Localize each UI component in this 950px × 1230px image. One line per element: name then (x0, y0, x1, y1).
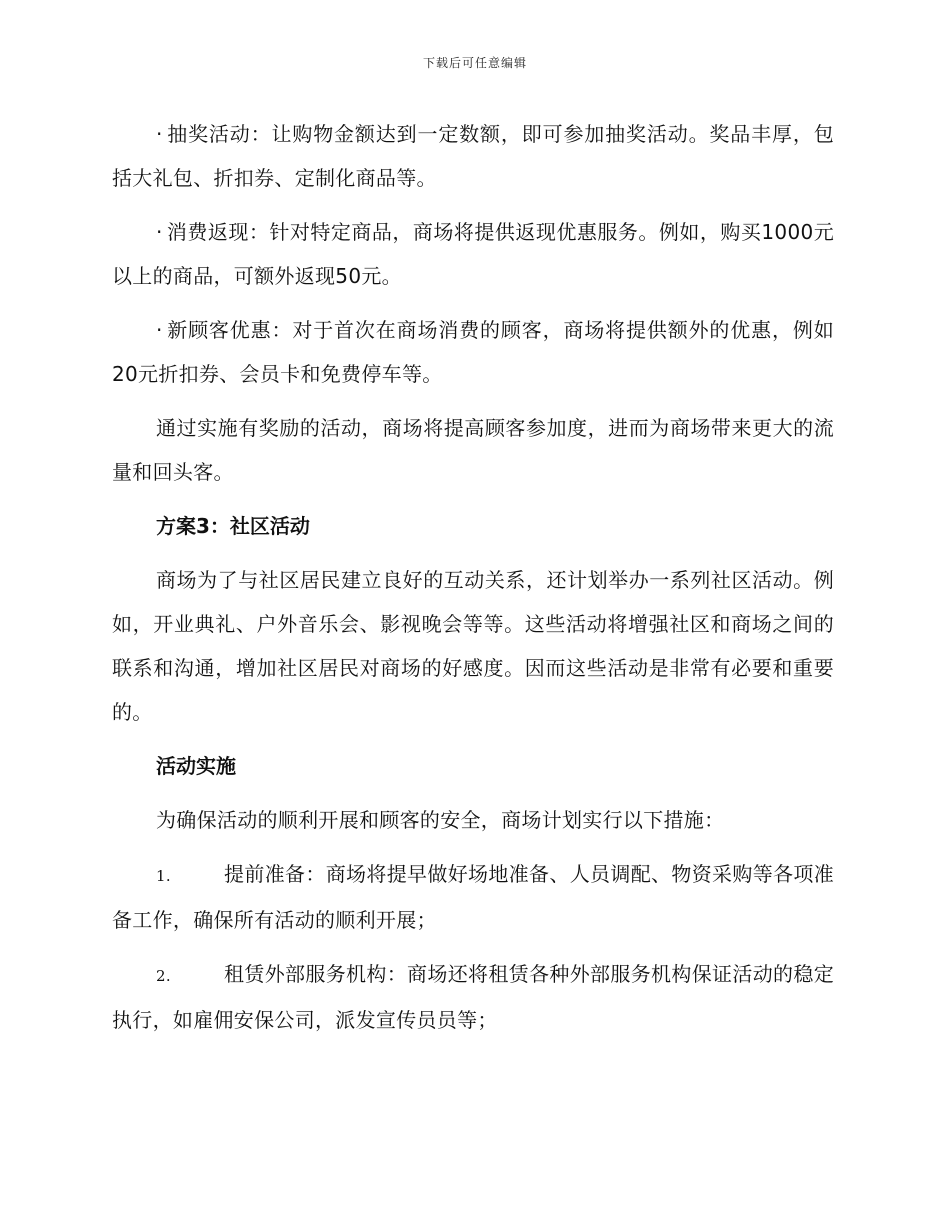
item-text: 租赁外部服务机构：商场还将租赁各种外部服务机构保证活动的稳定执行，如雇佣安保公司，派发宣传员员等； (112, 962, 834, 1032)
item-number: 2. (156, 967, 171, 985)
bullet-paragraph-lottery (112, 112, 834, 200)
implementation-intro: 为确保活动的顺利开展和顾客的安全，商场计划实行以下措施： (156, 808, 725, 832)
numbered-item (112, 852, 834, 942)
summary-paragraph: 通过实施有奖励的活动，商场将提高顾客参加度，进而为商场带来更大的流量和回头客。 (112, 416, 834, 484)
bullet-paragraph-new-customer (112, 308, 834, 396)
numbered-item (112, 952, 834, 1042)
section-heading-community: 方案3：社区活动 (156, 514, 310, 538)
bullet-text: 新顾客优惠：对于首次在商场消费的顾客，商场将提供额外的优惠，例如20元折扣券、会员卡和免费停车等。 (112, 318, 834, 386)
bullet-text: 消费返现：针对特定商品，商场将提供返现优惠服务。例如，购买1000元以上的商品，可额外返现50元。 (112, 220, 834, 288)
bullet-dot: · (156, 220, 163, 244)
bullet-text: 抽奖活动：让购物金额达到一定数额，即可参加抽奖活动。奖品丰厚，包括大礼包、折扣券、定制化商品等。 (112, 122, 834, 190)
bullet-dot: · (156, 318, 163, 342)
section-heading-implementation: 活动实施 (156, 754, 236, 778)
bullet-dot: · (156, 122, 163, 146)
item-number: 1. (156, 867, 171, 885)
item-text: 提前准备：商场将提早做好场地准备、人员调配、物资采购等各项准备工作，确保所有活动的顺利开展； (112, 862, 834, 932)
community-paragraph: 商场为了与社区居民建立良好的互动关系，还计划举办一系列社区活动。例如，开业典礼、户外音乐会、影视晚会等等。这些活动将增强社区和商场之间的联系和沟通，增加社区居民对商场的好感度。因而这些活动是非常有必要和重要的。 (112, 568, 834, 724)
document-body (112, 112, 834, 1052)
bullet-paragraph-cashback (112, 210, 834, 298)
page-header: 下载后可任意编辑 (422, 56, 527, 70)
